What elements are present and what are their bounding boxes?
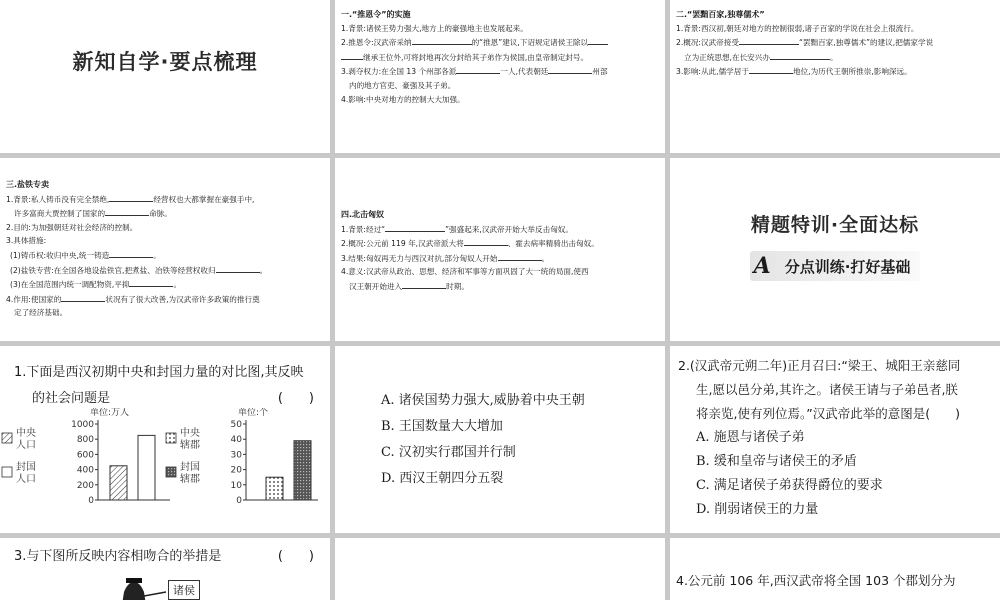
text-line: 2.推恩令:汉武帝采纳 的“推恩”建议,下诏规定诸侯王除以 [341,35,659,50]
text-line: 1.背景:诸侯王势力强大,地方上的豪强地主也发展起来。 [341,23,528,33]
bubble-text: 诸侯 [173,584,195,597]
y-tick-label: 0 [88,496,94,506]
legend-label: 中央 [180,428,200,439]
fill-blank [385,222,445,232]
question-text: 1.下面是西汉初期中央和封国力量的对比图,其反映 [14,365,304,380]
slide-question-3 [0,538,330,600]
section-heading: 一.“推恩令”的实施 [341,10,411,19]
fill-blank [739,35,799,45]
legend-swatch [2,467,12,477]
y-tick-label: 200 [76,480,94,491]
y-tick-label: 10 [230,480,242,491]
unit-label: 单位:个 [238,408,269,418]
text-line: 定了经济基础。 [14,308,68,318]
fill-blank [548,64,592,74]
section-heading: 四.北击匈奴 [341,210,385,219]
text-line: 1.背景:西汉初,朝廷对地方的控制很弱,诸子百家的学说在社会上很流行。 [676,23,919,33]
answer-paren: ( ) [277,549,314,564]
slide-xiongnu [335,158,665,341]
option-d[interactable]: D. 西汉王朝四分五裂 [381,471,504,486]
legend-label: 人口 [16,440,36,451]
legend-label: 辖郡 [180,474,200,485]
fill-blank [129,277,173,287]
y-tick-label: 50 [230,420,242,430]
fill-blank [464,236,508,246]
text-line: 继承王位外,可将封地再次分封给其子弟作为侯国,由皇帝制定封号。 [341,50,659,65]
section-heading: 三.盐铁专卖 [6,180,50,189]
text-line: 2.概况:汉武帝接受 “罢黜百家,独尊儒术”的建议,把儒家学说 [676,35,994,50]
slide-question-1 [0,346,330,533]
text-line: 1.背景:经过“ ”强盛起来,汉武帝开始大举反击匈奴。 [341,222,659,237]
fill-blank [216,263,260,273]
question-text: 4.公元前 106 年,西汉武帝将全国 103 个郡划分为 [676,573,956,588]
legend-label: 封国 [16,462,36,473]
fill-blank [588,35,608,45]
legend-swatch [166,467,176,477]
legend-label: 辖郡 [180,440,200,451]
answer-paren: ( ) [277,391,314,406]
fill-blank [412,35,472,45]
legend-label: 中央 [16,428,36,439]
fill-blank [105,206,149,216]
text-line: 2.概况:公元前 119 年,汉武帝派大将 、霍去病率精骑出击匈奴。 [341,236,659,251]
question-text: 生,愿以邑分弟,其许之。诸侯王请与子弟邑者,朕 [696,382,958,397]
y-tick-label: 0 [236,496,242,506]
option-a[interactable]: A. 施恩与诸侯子弟 [696,430,805,445]
text-line: 4.作用:使国家的 状况有了很大改善,为汉武帝许多政策的推行奠 [6,292,324,307]
question-text: 2.(汉武帝元朔二年)正月召曰:“梁王、城阳王亲慈同 [678,358,961,373]
slide-self-study-title [0,0,330,153]
text-line: 内的地方官吏、豪强及其子弟。 [349,80,456,90]
y-tick-label: 40 [230,435,242,446]
text-line: 3.具体措施: [6,236,47,246]
unit-label: 单位:万人 [90,408,130,418]
bar-fief [294,441,311,500]
text-line: 汉王朝开始进入 时期。 [341,279,659,294]
question-text: 将亲览,使有列位焉。”汉武帝此举的意图是( ) [696,406,960,421]
text-line: 4.意义:汉武帝从政治、思想、经济和军事等方面巩固了大一统的局面,使西 [341,267,589,277]
bar-central [110,466,127,500]
text-line: 1.背景:私人铸币没有完全禁绝, 经营权也大都掌握在豪强手中, [6,192,324,207]
y-tick-label: 1000 [71,420,94,430]
legend-label: 人口 [16,474,36,485]
y-tick-label: 600 [76,450,94,461]
speech-bubble [168,580,200,600]
fill-blank [61,292,105,302]
legend-swatch [166,433,176,443]
text-line: (2)盐铁专营:在全国各地设盐铁官,把煮盐、冶铁等经营权收归 。 [6,263,324,278]
text-line: 3.影响:从此,儒学居于 地位,为历代王朝所推崇,影响深远。 [676,64,994,79]
option-a[interactable]: A. 诸侯国势力强大,威胁着中央王朝 [381,393,585,408]
text-line: (1)铸币权:收归中央,统一铸造 。 [6,248,324,263]
text-line: 立为正统思想,在长安兴办 。 [676,50,994,65]
text-line: 4.影响:中央对地方的控制大大加强。 [341,94,465,104]
y-tick-label: 20 [230,465,242,476]
y-tick-label: 800 [76,435,94,446]
fill-blank [456,64,500,74]
slide-blank [335,538,665,600]
training-badge [750,251,921,281]
option-b[interactable]: B. 王国数量大大增加 [381,419,503,434]
question-text: 3.与下图所反映内容相吻合的举措是 [14,549,222,564]
fill-blank [402,279,446,289]
y-tick-label: 30 [230,450,242,461]
option-d[interactable]: D. 削弱诸侯王的力量 [696,502,819,517]
fill-blank [109,248,153,258]
option-b[interactable]: B. 缓和皇帝与诸侯王的矛盾 [696,454,857,469]
option-c[interactable]: C. 满足诸侯子弟获得爵位的要求 [696,478,883,493]
y-tick-label: 400 [76,465,94,476]
question-text: 的社会问题是 ( ) [14,386,320,412]
section-title: 新知自学·要点梳理 [72,50,258,74]
slide-question-2 [670,346,1000,533]
section-heading: 二.“罢黜百家,独尊儒术” [676,10,765,19]
fill-blank [770,50,830,60]
section-title: 精题特训·全面达标 [750,214,920,236]
text-line: 许多富商大贾控制了国家的 命脉。 [6,206,324,221]
slide-question-4 [670,538,1000,600]
badge-letter: A [753,253,771,279]
fill-blank [498,251,542,261]
option-c[interactable]: C. 汉初实行郡国并行制 [381,445,516,460]
badge-text: 分点训练·打好基础 [784,257,911,276]
fill-blank [341,50,363,60]
slide-salt-iron [0,158,330,341]
legend-swatch [2,433,12,443]
slide-confucianism [670,0,1000,153]
bar-fief [138,435,155,500]
text-line: 2.目的:为加强朝廷对社会经济的控制。 [6,222,138,232]
comparison-charts [0,408,330,533]
slide-question-1-options [335,346,665,533]
text-line: (3)在全国范围内统一调配物资,平抑 。 [6,277,324,292]
text-line: 3.结果:匈奴再无力与西汉对抗,部分匈奴人开始 。 [341,251,659,266]
legend-label: 封国 [180,462,200,473]
fill-blank [109,192,153,202]
slide-practice-title [670,158,1000,341]
fill-blank [749,64,793,74]
slide-tuienling [335,0,665,153]
bar-central [266,477,283,500]
text-line: 3.剥夺权力:在全国 13 个州部各派 一人,代表朝廷 州部 [341,64,659,79]
